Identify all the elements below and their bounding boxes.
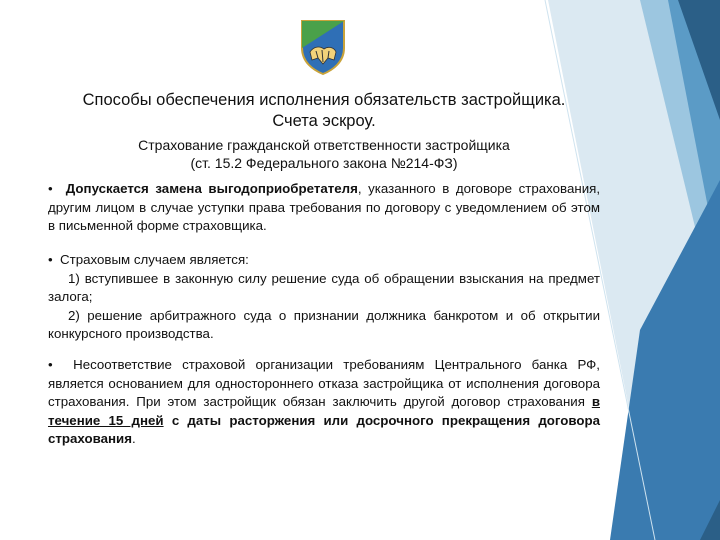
bullet-marker: •	[48, 357, 53, 372]
title-line-2: Счета эскроу.	[272, 112, 376, 130]
subtitle-line-2: (ст. 15.2 Федерального закона №214-ФЗ)	[190, 155, 458, 171]
coat-of-arms-icon	[298, 18, 348, 76]
bullet-insurance-case	[48, 251, 600, 344]
bullet-insurer-noncompliance	[48, 356, 600, 449]
bullet2-intro-line	[48, 251, 600, 270]
bullet1-bold-text: Допускается замена выгодоприобретателя	[65, 181, 358, 196]
subtitle-line-1: Страхование гражданской ответственности застройщика	[138, 137, 510, 153]
slide-subtitle	[48, 136, 600, 172]
bullet3-bold-end: с даты расторжения или досрочного прекращения договора страхования	[48, 412, 601, 446]
bullet2-item-1: 1) вступившее в законную силу решение суда об обращении взыскания на предмет залога;	[48, 270, 600, 304]
bullet2-item-2: 2) решение арбитражного суда о признании должника банкротом и об открытии конкурсного производства.	[48, 307, 600, 341]
bullet3-underlined-term: в течение 15 дней	[48, 394, 600, 428]
slide-title	[48, 90, 600, 132]
bullet-marker: •	[48, 252, 53, 267]
bullet2-intro: Страховым случаем является:	[60, 252, 249, 267]
bullet3-final-punct: .	[131, 431, 136, 446]
bullet1-rest-text: , указанного в договоре страхования, другим лицом в случае уступки права требования по договору с уведомлением об этом в письменной форме страховщика.	[48, 181, 601, 233]
title-line-1: Способы обеспечения исполнения обязательств застройщика.	[82, 91, 566, 109]
bullet3-text: Несоответствие страховой организации требованиям Центрального банка РФ, является основанием для одностороннего отказа застройщика от исполнения договора страхования. При этом застройщик обязан заключить другой договор страхования	[48, 357, 600, 409]
bullet-beneficiary-replacement	[48, 180, 600, 236]
bullet-marker: •	[48, 181, 53, 196]
